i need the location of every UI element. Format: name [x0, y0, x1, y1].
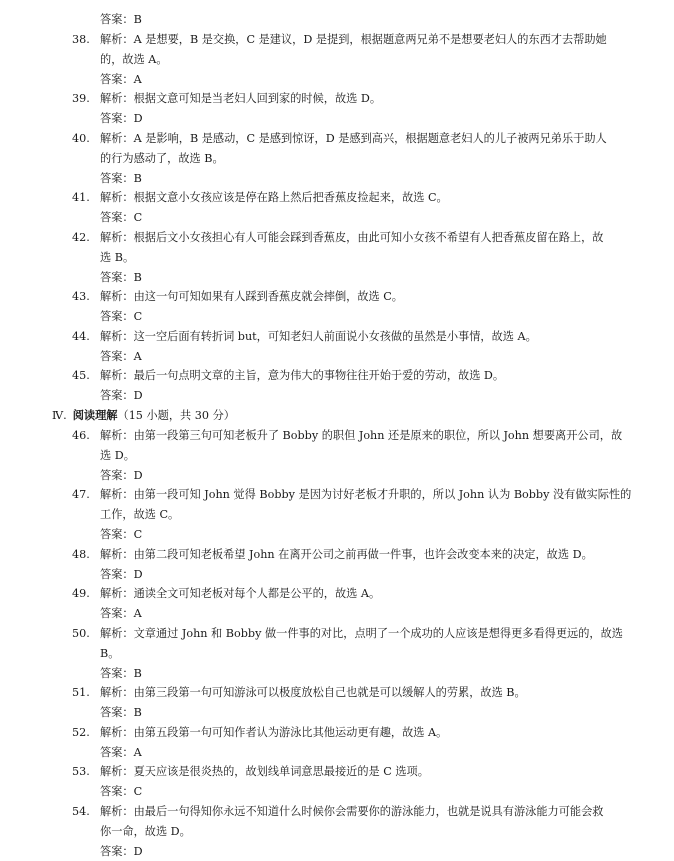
explanation-text: 的行为感动了，故选 B。 — [100, 151, 224, 165]
explanation-text: 选 D。 — [100, 448, 135, 462]
explanation-text: 解析：文章通过 John 和 Bobby 做一件事的对比，点明了一个成功的人应该是想得更多看得更远的，故选 — [100, 626, 623, 640]
explanation-text: 选 B。 — [100, 250, 135, 264]
section-heading — [0, 406, 674, 426]
explanation-item — [0, 683, 674, 703]
section-points: （15 小题，共 30 分） — [117, 408, 235, 422]
explanation-item — [0, 545, 674, 565]
explanation-text: 你一命，故选 D。 — [100, 824, 191, 838]
question-number: 48. — [72, 547, 90, 561]
explanation-item — [0, 723, 674, 743]
answer-line: 答案：A — [100, 72, 142, 86]
explanation-text: 解析：由第一段可知 John 觉得 Bobby 是因为讨好老板才升职的，所以 John 认为 Bobby 没有做实际性的 — [100, 488, 632, 501]
question-number: 53. — [72, 765, 90, 778]
explanation-item — [0, 426, 674, 466]
answer-line: 答案：C — [100, 785, 143, 798]
explanation-text: 解析：根据后文小女孩担心有人可能会踩到香蕉皮，由此可知小女孩不希望有人把香蕉皮留在路上，故 — [100, 230, 604, 244]
question-number: 52. — [72, 725, 90, 739]
answer-line: 答案：A — [100, 349, 142, 363]
question-number: 42. — [72, 230, 90, 244]
question-number: 49. — [72, 587, 90, 600]
answer-line: 答案：C — [100, 528, 143, 541]
section-roman-numeral: Ⅳ. — [52, 408, 67, 422]
answer-line: 答案：D — [100, 112, 143, 125]
answer-line: 答案：D — [100, 567, 143, 581]
explanation-item — [0, 762, 674, 782]
question-number: 44. — [72, 329, 90, 343]
question-number: 47. — [72, 488, 90, 501]
answer-line: 答案：B — [100, 706, 142, 719]
explanation-text: 解析：A 是想要，B 是交换，C 是建议，D 是提到，根据题意两兄弟不是想要老妇人的东西才去帮助她 — [100, 32, 607, 46]
explanation-item — [0, 366, 674, 386]
explanation-text: 解析：由这一句可知如果有人踩到香蕉皮就会摔倒，故选 C。 — [100, 290, 403, 303]
explanation-item — [0, 624, 674, 664]
explanation-item — [0, 802, 674, 842]
explanation-text: 解析：由第五段第一句可知作者认为游泳比其他运动更有趣，故选 A。 — [100, 725, 448, 739]
explanation-text: 解析：由第二段可知老板希望 John 在离开公司之前再做一件事，也许会改变本来的决定，故选 D。 — [100, 547, 593, 561]
explanation-item — [0, 30, 674, 70]
question-number: 46. — [72, 428, 90, 442]
answer-line: 答案：B — [100, 270, 142, 284]
question-number: 43. — [72, 290, 90, 303]
answer-line: 答案：D — [100, 389, 143, 402]
answer-line: 答案：B — [100, 666, 142, 680]
answer-line: 答案：B — [100, 171, 142, 185]
explanation-text: 解析：最后一句点明文章的主旨，意为伟大的事物往往开始于爱的劳动，故选 D。 — [100, 369, 505, 382]
answer-line: 答案：C — [100, 310, 143, 323]
explanation-item — [0, 287, 674, 307]
explanation-text: B。 — [100, 646, 120, 660]
explanation-text: 解析：根据文意可知是当老妇人回到家的时候，故选 D。 — [100, 92, 382, 105]
explanation-text: 的，故选 A。 — [100, 52, 168, 66]
explanation-item — [0, 485, 674, 525]
explanation-text: 解析：通读全文可知老板对每个人都是公平的，故选 A。 — [100, 587, 381, 600]
question-number: 38. — [72, 32, 90, 46]
question-number: 41. — [72, 191, 90, 204]
question-number: 39. — [72, 92, 90, 105]
explanation-text: 工作，故选 C。 — [100, 508, 180, 521]
explanation-item — [0, 584, 674, 604]
question-number: 50. — [72, 626, 90, 640]
question-number: 40. — [72, 131, 90, 145]
answer-line: 答案：C — [100, 211, 143, 224]
question-number: 45. — [72, 369, 90, 382]
answer-line: 答案：D — [100, 468, 143, 482]
explanation-item — [0, 228, 674, 268]
explanation-text: 解析：由第三段第一句可知游泳可以极度放松自己也就是可以缓解人的劳累，故选 B。 — [100, 686, 526, 699]
answer-line: 答案：A — [100, 745, 142, 759]
explanation-text: 解析：这一空后面有转折词 but，可知老妇人前面说小女孩做的虽然是小事情，故选 A。 — [100, 329, 537, 343]
explanation-item — [0, 327, 674, 347]
explanation-item — [0, 89, 674, 109]
explanation-text: 解析：根据文意小女孩应该是停在路上然后把香蕉皮捡起来，故选 C。 — [100, 191, 448, 204]
question-number: 54. — [72, 804, 90, 818]
explanation-item — [0, 188, 674, 208]
explanation-text: 解析：A 是影响，B 是感动，C 是感到惊讶，D 是感到高兴，根据题意老妇人的儿子被两兄弟乐于助人 — [100, 131, 607, 145]
explanation-text: 解析：由最后一句得知你永远不知道什么时候你会需要你的游泳能力，也就是说具有游泳能力可能会救 — [100, 804, 604, 818]
answer-line: 答案：A — [100, 607, 142, 620]
answer-line: 答案：B — [100, 13, 142, 26]
explanation-item — [0, 129, 674, 169]
section-title: 阅读理解 — [72, 408, 118, 422]
explanation-text: 解析：由第一段第三句可知老板升了 Bobby 的职但 John 还是原来的职位，所以 John 想要离开公司，故 — [100, 428, 623, 442]
explanation-text: 解析：夏天应该是很炎热的，故划线单词意思最接近的是 C 选项。 — [100, 765, 429, 778]
answer-line: 答案：D — [100, 844, 143, 858]
question-number: 51. — [72, 686, 90, 699]
